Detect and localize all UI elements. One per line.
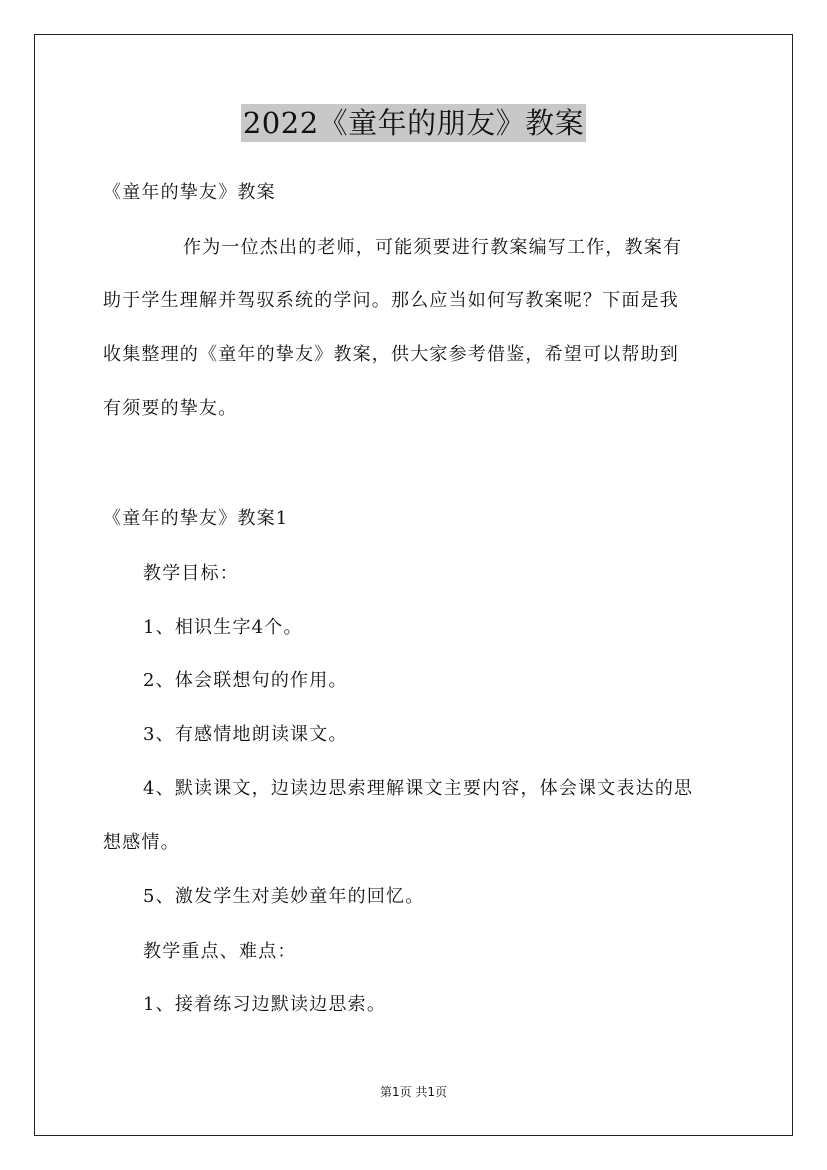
focus-item-1: 1、接着练习边默读边思索。 xyxy=(143,994,387,1015)
objective-item-1: 1、相识生字4个。 xyxy=(143,617,303,638)
focus-heading: 教学重点、难点： xyxy=(143,941,297,962)
objective-item-4: 4、默读课文，边读边思索理解课文主要内容，体会课文表达的思 xyxy=(143,778,694,799)
document-title: 2022《童年的朋友》教案 xyxy=(242,106,585,140)
objective-item-2: 2、体会联想句的作用。 xyxy=(143,670,348,691)
objective-item-5: 5、激发学生对美妙童年的回忆。 xyxy=(143,886,425,907)
intro-line-4: 有须要的挚友。 xyxy=(103,398,238,419)
intro-line-1: 作为一位杰出的老师，可能须要进行教案编写工作，教案有 xyxy=(183,237,683,258)
objectives-heading: 教学目标： xyxy=(143,563,239,584)
objective-item-4-continued: 想感情。 xyxy=(103,832,180,853)
page-footer: 第1页 共1页 xyxy=(379,1085,448,1099)
section-title: 《童年的挚友》教案1 xyxy=(103,508,289,529)
title-container xyxy=(0,104,827,142)
intro-line-3: 收集整理的《童年的挚友》教案，供大家参考借鉴，希望可以帮助到 xyxy=(103,344,679,365)
document-subtitle: 《童年的挚友》教案 xyxy=(103,182,276,203)
intro-line-2: 助于学生理解并驾驭系统的学问。那么应当如何写教案呢？下面是我 xyxy=(103,290,679,311)
objective-item-3: 3、有感情地朗读课文。 xyxy=(143,724,348,745)
